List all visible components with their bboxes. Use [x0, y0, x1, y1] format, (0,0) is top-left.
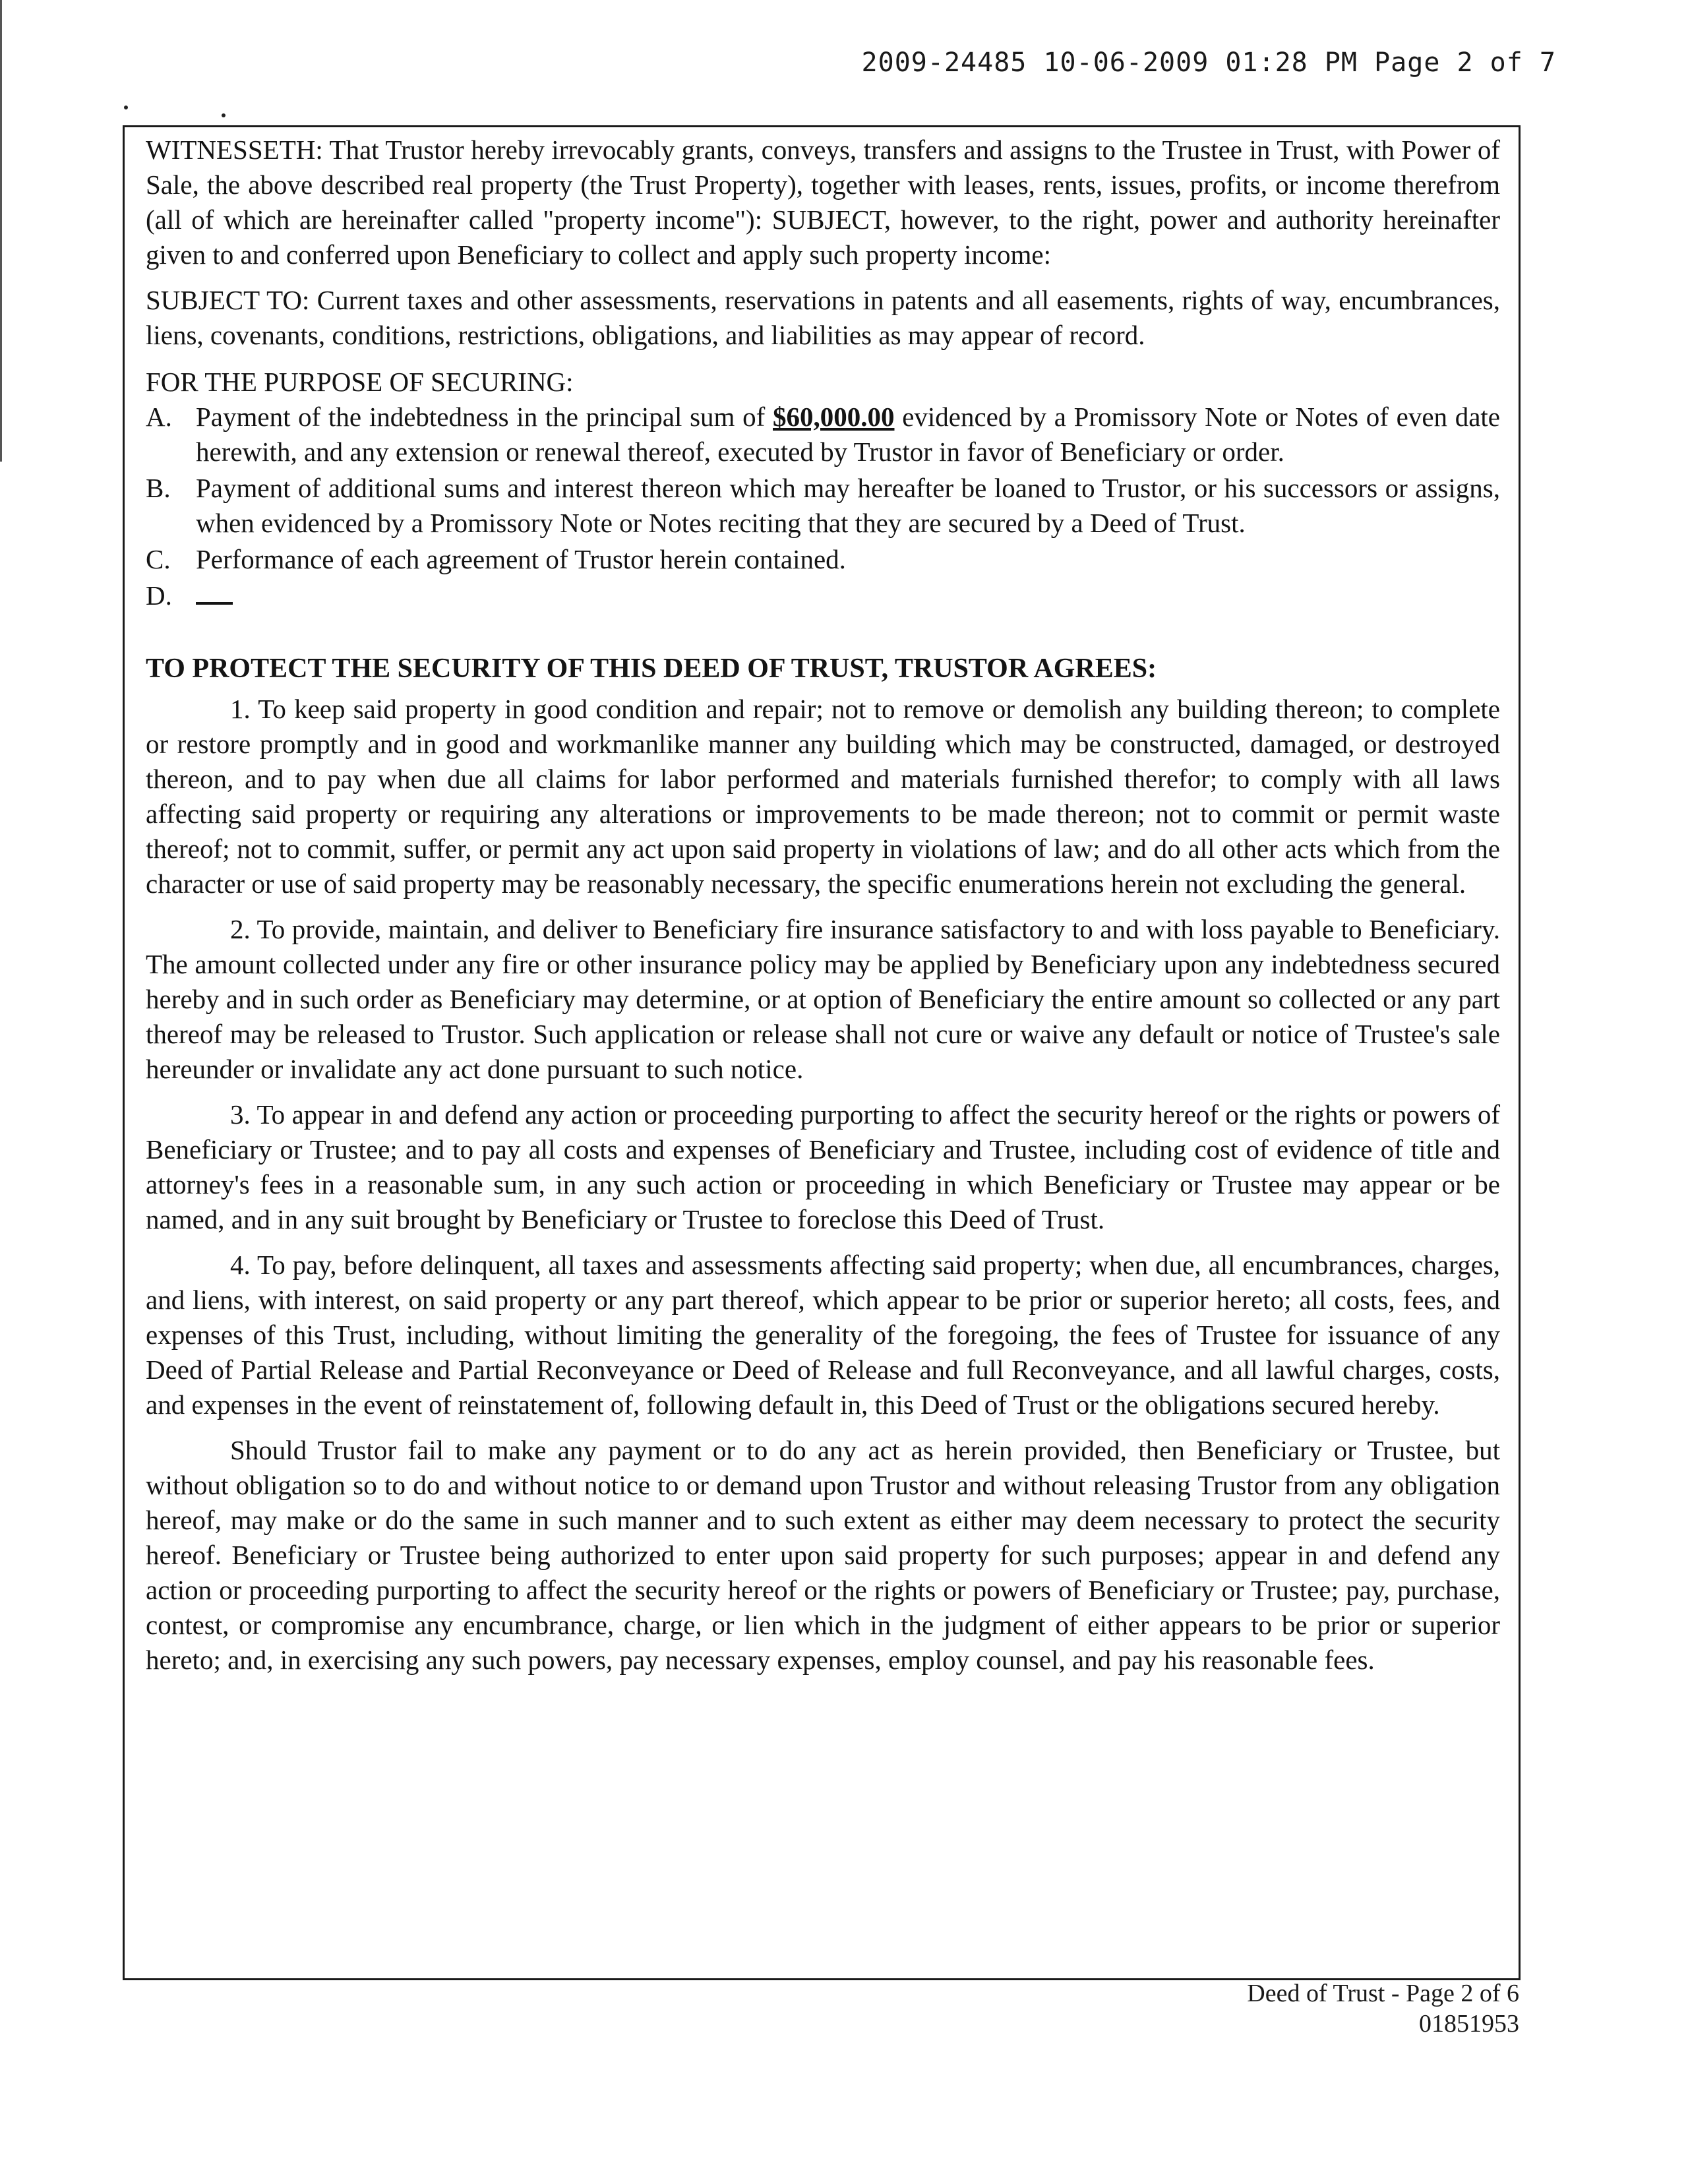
item-text — [196, 578, 1500, 613]
clause-1: 1. To keep said property in good condition and repair; not to remove or demolish any building thereon; to complete or restore promptly and in good and workmanlike manner any building which may be constructed, damaged, or destroyed thereon, and to pay when due all claims for labor performed and materials furnished therefor; to comply with all laws affecting said property or requiring any alterations or improvements to be made thereon; not to commit or permit waste thereof; not to commit, suffer, or permit any act upon said property in violations of law; and do all other acts which from the character or use of said property may be reasonably necessary, the specific enumerations herein not excluding the general. — [146, 694, 1500, 899]
item-text — [196, 400, 1500, 470]
purpose-title: FOR THE PURPOSE OF SECURING: — [146, 367, 574, 397]
item-letter: A. — [146, 402, 172, 432]
item-letter: D. — [146, 580, 172, 611]
recording-stamp: 2009-24485 10-06-2009 01:28 PM Page 2 of 7 — [861, 47, 1556, 78]
clause-2: 2. To provide, maintain, and deliver to Beneficiary fire insurance satisfactory to and with loss payable to Beneficiary. The amount collected under any fire or other insurance policy may be applied by Beneficiary upon any indebtedness secured hereby and in such order as Beneficiary may determine, or at option of Beneficiary the entire amount so collected or any part thereof may be released to Trustor. Such application or release shall not cure or waive any default or notice of Trustee's sale hereunder or invalidate any act done pursuant to such notice. — [146, 914, 1500, 1084]
clause-trustor-failure: Should Trustor fail to make any payment or to do any act as herein provided, then Beneficiary or Trustee, but without obligation so to do and without notice to or demand upon Trustor and without releasing Trustor from any obligation hereof, may make or do the same in such manner and to such extent as either may deem necessary to protect the security hereof. Beneficiary or Trustee being authorized to enter upon said property for such purposes; appear in and defend any action or proceeding purporting to affect the security hereof or the rights or powers of Beneficiary or Trustee; pay, purchase, contest, or compromise any encumbrance, charge, or lien which in the judgment of either appears to be prior or superior hereto; and, in exercising any such powers, pay necessary expenses, employ counsel, and pay his reasonable fees. — [146, 1435, 1500, 1675]
blank-line — [196, 582, 233, 605]
witnesseth-paragraph: WITNESSETH: That Trustor hereby irrevocably grants, conveys, transfers and assigns to the Trustee in Trust, with Power of Sale, the above described real property (the Trust Property), together with leases, rents, issues, profits, or income therefrom (all of which are hereinafter called "property income"): SUBJECT, however, to the right, power and authority hereinafter given to and conferred upon Beneficiary to collect and apply such property income: — [146, 135, 1500, 270]
principal-amount: $60,000.00 — [773, 402, 895, 432]
purpose-item-a — [146, 400, 1500, 470]
page-footer — [1247, 1978, 1519, 2039]
footer-page-label: Deed of Trust - Page 2 of 6 — [1247, 1980, 1519, 2007]
item-text: Performance of each agreement of Trustor herein contained. — [196, 544, 846, 574]
clause-3: 3. To appear in and defend any action or proceeding purporting to affect the security hereof or the rights or powers of Beneficiary or Trustee; and to pay all costs and expenses of Beneficiary and Trustee, including cost of evidence of title and attorney's fees in a reasonable sum, in any such action or proceeding in which Beneficiary or Trustee may appear or be named, and in any suit brought by Beneficiary or Trustee to foreclose this Deed of Trust. — [146, 1099, 1500, 1234]
protect-heading: TO PROTECT THE SECURITY OF THIS DEED OF TRUST, TRUSTOR AGREES: — [146, 653, 1157, 684]
document-body-box — [123, 125, 1521, 1980]
item-a-before: Payment of the indebtedness in the principal sum of — [196, 402, 773, 432]
item-letter: C. — [146, 544, 171, 574]
scan-speck — [124, 106, 128, 109]
purpose-list — [146, 400, 1500, 613]
item-text: Payment of additional sums and interest thereon which may hereafter be loaned to Trustor, or his successors or assigns, when evidenced by a Promissory Note or Notes reciting that they are secured by a Deed of Trust. — [196, 473, 1500, 538]
purpose-item-d — [146, 578, 1500, 613]
scan-edge-line — [0, 0, 2, 462]
subject-to-paragraph: SUBJECT TO: Current taxes and other assessments, reservations in patents and all easements, rights of way, encumbrances, liens, covenants, conditions, restrictions, obligations, and liabilities as may appear of record. — [146, 285, 1500, 350]
purpose-item-b — [146, 471, 1500, 541]
purpose-item-c — [146, 542, 1500, 577]
footer-doc-number: 01851953 — [1419, 2010, 1519, 2038]
item-a-after: evidenced by a Promissory Note or Notes of even date herewith, and any extension or renewal thereof, executed by Trustor in favor of Beneficiary or order. — [196, 402, 1500, 467]
scan-speck — [222, 113, 226, 117]
item-letter: B. — [146, 473, 171, 503]
clause-4: 4. To pay, before delinquent, all taxes and assessments affecting said property; when due, all encumbrances, charges, and liens, with interest, on said property or any part thereof, which appear to be prior or superior hereto; all costs, fees, and expenses of this Trust, including, without limiting the generality of the foregoing, the fees of Trustee for issuance of any Deed of Partial Release and Partial Reconveyance or Deed of Release and full Reconveyance, and all lawful charges, costs, and expenses in the event of reinstatement of, following default in, this Deed of Trust or the obligations secured hereby. — [146, 1250, 1500, 1420]
